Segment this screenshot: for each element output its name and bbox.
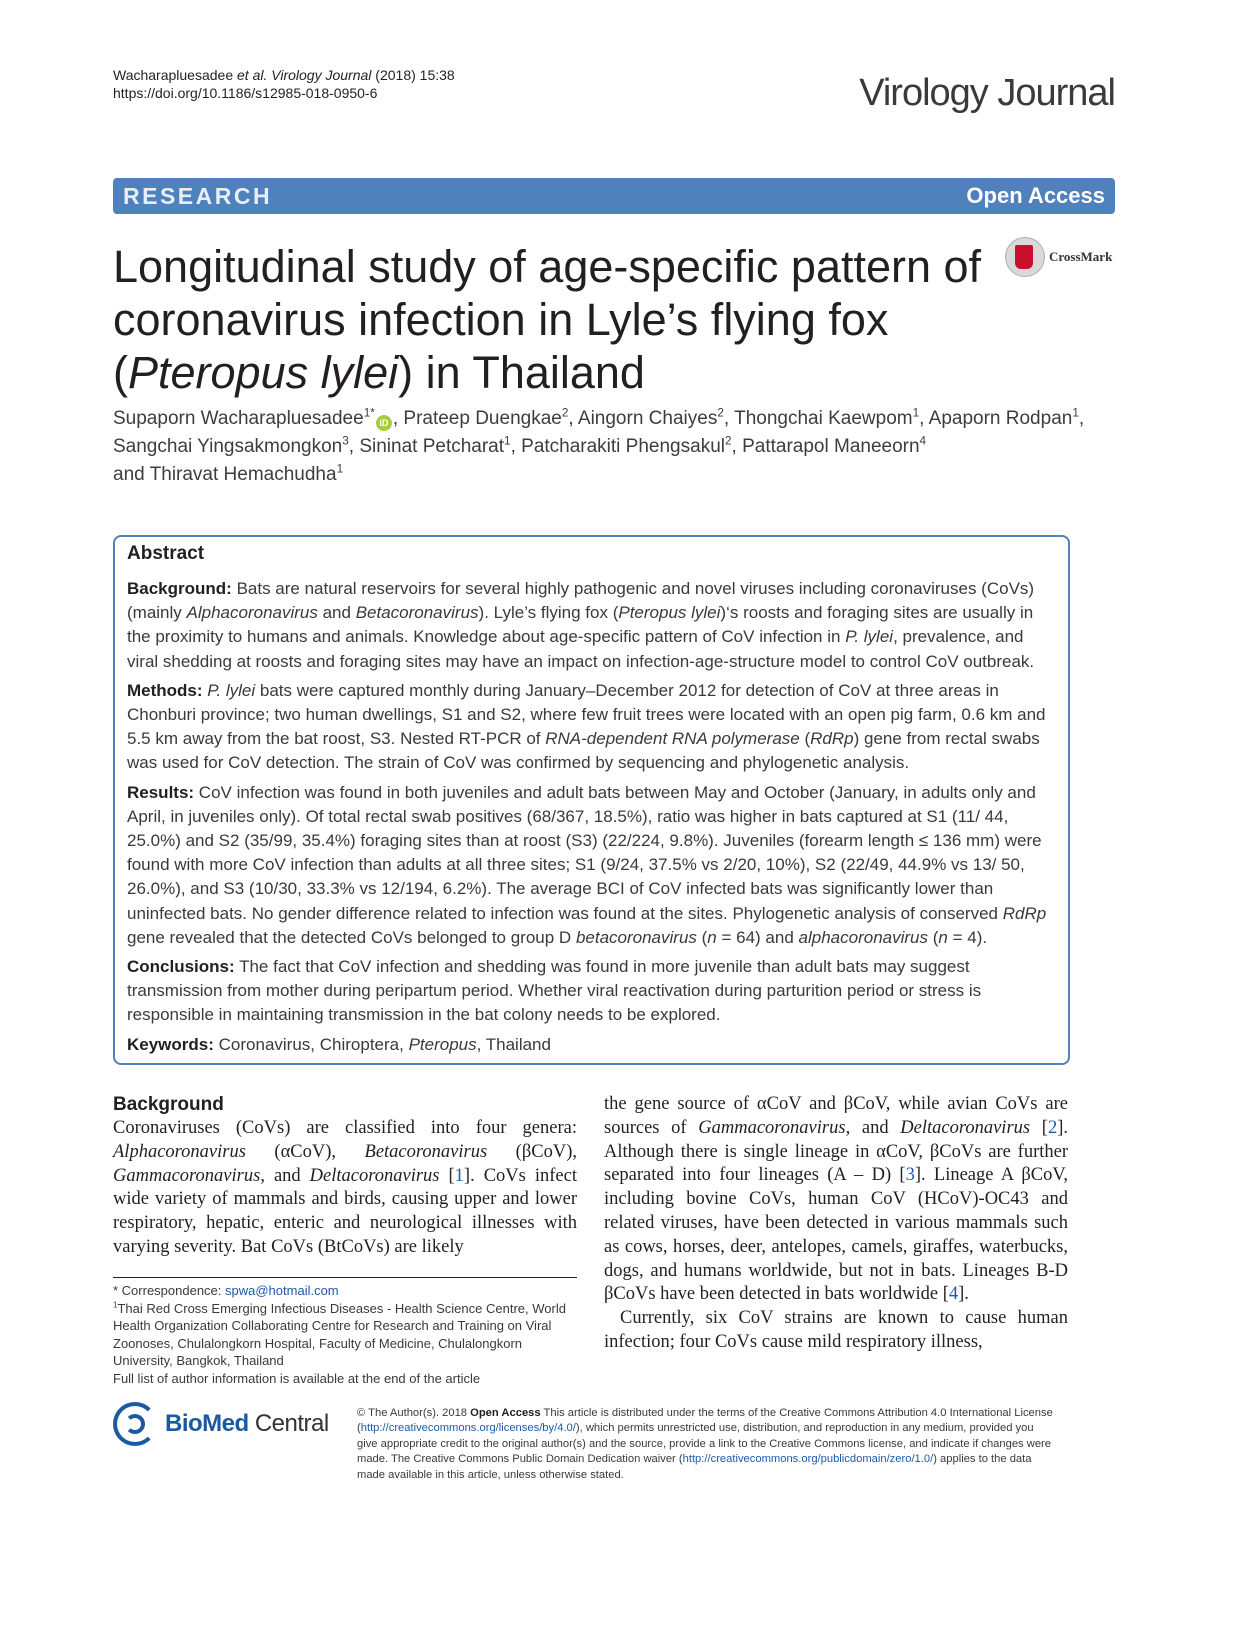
full-author-info-note: Full list of author information is available at the end of the article [113,1370,481,1386]
biomed-central-icon-inner [125,1414,145,1434]
author[interactable]: Supaporn Wacharapluesadee$^{1*}$ [113,406,375,429]
author[interactable]: Thongchai Kaewpom$^1$ [734,406,920,429]
citation-line [113,66,455,84]
footnotes [113,1282,583,1387]
doi-link[interactable]: https://doi.org/10.1186/s12985-018-0950-6 [113,85,378,101]
body-paragraph: Currently, six CoV strains are known to cause human infection; four CoVs cause mild respiratory illness, [604,1308,1068,1352]
waiver-link[interactable]: http://creativecommons.org/publicdomain/zero/1.0/ [682,1453,934,1466]
author[interactable]: Sininat Petcharat$^1$ [359,434,511,457]
author[interactable]: Apaporn Rodpan$^1$ [928,406,1079,429]
abstract-background: Background: Bats are natural reservoirs for several highly pathogenic and novel viruses including coronaviruses (CoVs) (mainly Alphacoronavirus and Betacoronavirus). Lyle’s flying fox (Pteropus lylei)‘s roosts and foraging sites are usually in the proximity to humans and animals. Knowledge about age-specific pattern of CoV infection in P. lylei, prevalence, and viral shedding at roosts and foraging sites may have an impact on infection-age-structure model to control CoV outbreak. [127,579,1035,671]
citation-ref[interactable]: 2 [1047,1117,1058,1138]
citation-authors: Wacharapluesadee [113,67,234,83]
license-link[interactable]: http://creativecommons.org/licenses/by/4.0/ [360,1422,576,1435]
title-part: Longitudinal study of age-specific pattern of coronavirus infection in Lyle’s flying fox ( [113,241,982,398]
abstract-body [127,577,1057,1062]
correspondence-email[interactable]: spwa@hotmail.com [225,1283,339,1298]
license-statement: © The Author(s). 2018 Open Access This article is distributed under the terms of the Creative Commons Attribution 4.0 International License (http://creativecommons.org/licenses/by/4.0/), which permits unrestricted use, distribution, and reproduction in any medium, provided you give appropriate credit to the original author(s) and the source, provide a link to the Creative Commons license, and indicate if changes were made. The Creative Commons Public Domain Dedication waiver (http://creativecommons.org/publicdomain/zero/1.0/) applies to the data made available in this article, unless otherwise stated. [357,1407,1053,1481]
crossmark-icon [1005,237,1045,277]
title-species: Pteropus lylei [128,347,399,398]
affiliation: $^1$Thai Red Cross Emerging Infectious Diseases - Health Science Centre, World Health Organization Collaborating Centre for Research and Training on Viral Zoonoses, Chulalongkorn Hospital, Faculty of Medicine, Chulalongkorn University, Bangkok, Thailand [113,1300,566,1368]
correspondence: * Correspondence: spwa@hotmail.com [113,1283,339,1298]
title-part-end: ) in Thailand [398,347,645,398]
citation-header [113,66,455,102]
orcid-icon[interactable]: iD [376,415,392,431]
body-left-column [113,1093,577,1260]
article-type-banner [113,178,1115,214]
author[interactable]: Sangchai Yingsakmongkon$^3$ [113,434,349,457]
article-type-label: RESEARCH [123,183,273,209]
section-heading: Background [113,1094,224,1115]
author[interactable]: Thiravat Hemachudha$^1$ [149,462,344,485]
crossmark-badge[interactable] [1005,237,1155,279]
citation-ref[interactable]: 3 [905,1165,915,1186]
citation-ref[interactable]: 1 [454,1165,464,1186]
body-paragraph: Coronaviruses (CoVs) are classified into four genera: Alphacoronavirus (αCoV), Betacoronavirus (βCoV), Gammacoronavirus, and Deltacoronavirus [1]. CoVs infect wide variety of mammals and birds, causing upper and lower respiratory, hepatic, enteric and neurological illnesses with varying severity. Bat CoVs (BtCoVs) are likely [113,1118,577,1257]
abstract-heading: Abstract [127,543,205,564]
body-right-column [604,1093,1068,1355]
biomed-central-logo [113,1402,343,1452]
body-paragraph: the gene source of αCoV and βCoV, while avian CoVs are sources of Gammacoronavirus, and Deltacoronavirus [2]. Although there is single lineage in αCoV, βCoVs are further separated into four lineages (A – D) [3]. Lineage A βCoV, including bovine CoVs, human CoV (HCoV)-OC43 and related viruses, have been detected in various mammals such as cows, horses, deer, antelopes, camels, giraffes, waterbucks, dogs, and humans worldwide, but not in bats. Lineages B-D βCoVs have been detected in bats worldwide [4]. [604,1094,1068,1305]
footnote-rule [113,1277,577,1278]
abstract-box [113,535,1070,1065]
author[interactable]: Aingorn Chaiyes$^2$ [577,406,724,429]
abstract-keywords: Keywords: Coronavirus, Chiroptera, Pteropus, Thailand [127,1034,551,1054]
author[interactable]: Prateep Duengkae$^2$ [403,406,569,429]
citation-volume: (2018) 15:38 [371,67,455,83]
abstract-results: Results: CoV infection was found in both juveniles and adult bats between May and October (January, in adults only and April, in juveniles only). Of total rectal swab positives (68/367, 18.5%), ratio was higher in bats captured at S1 (11/ 44, 25.0%) and S2 (35/99, 35.4%) foraging sites than at roost (S3) (22/224, 9.8%). Juveniles (forearm length ≤ 136 mm) were found with more CoV infection than adults at all three sites; S1 (9/24, 37.5% vs 2/20, 10%), S2 (22/49, 44.9% vs 13/ 50, 26.0%), and S3 (10/30, 33.3% vs 12/194, 6.2%). The average BCI of CoV infected bats was significantly lower than uninfected bats. No gender difference related to infection was found at the sites. Phylogenetic analysis of conserved RdRp gene revealed that the detected CoVs belonged to group D betacoronavirus (n = 64) and alphacoronavirus (n = 4). [127,782,1047,947]
author[interactable]: Patcharakiti Phengsakul$^2$ [521,434,732,457]
journal-name: Virology Journal [859,72,1115,114]
citation-etal: et al. [237,67,268,83]
citation-ref[interactable]: 4 [948,1284,959,1305]
crossmark-label: CrossMark [1049,249,1113,264]
abstract-conclusions: Conclusions: The fact that CoV infection and shedding was found in more juvenile than adult bats may suggest transmission from mother during peripartum period. Whether viral reactivation during parturition period or stress is responsible in maintaining transmission in the bat colony needs to be explored. [127,957,982,1025]
author-list: Supaporn Wacharapluesadee$^{1*}$iD , Prateep Duengkae$^2$, Aingorn Chaiyes$^2$, Thongchai Kaewpom$^1$, Apaporn Rodpan$^1$, Sangchai Yingsakmongkon$^3$, Sininat Petcharat$^1$, Patcharakiti Phengsakul$^2$, Pattarapol Maneeorn$^4$ and Thiravat Hemachudha$^1$ [113,406,1085,485]
open-access-label: Open Access [966,183,1105,208]
publisher-name: BioMed Central [165,1410,329,1437]
citation-journal: Virology Journal [271,67,372,83]
abstract-methods: Methods: P. lylei bats were captured monthly during January–December 2012 for detection of CoV at three areas in Chonburi province; two human dwellings, S1 and S2, where few fruit trees were located with an open pig farm, 0.6 km and 5.5 km away from the bat roost, S3. Nested RT-PCR of RNA-dependent RNA polymerase (RdRp) gene from rectal swabs was used for CoV detection. The strain of CoV was confirmed by sequencing and phylogenetic analysis. [127,680,1046,773]
article-title [113,240,993,399]
author[interactable]: Pattarapol Maneeorn$^4$ [742,434,927,457]
